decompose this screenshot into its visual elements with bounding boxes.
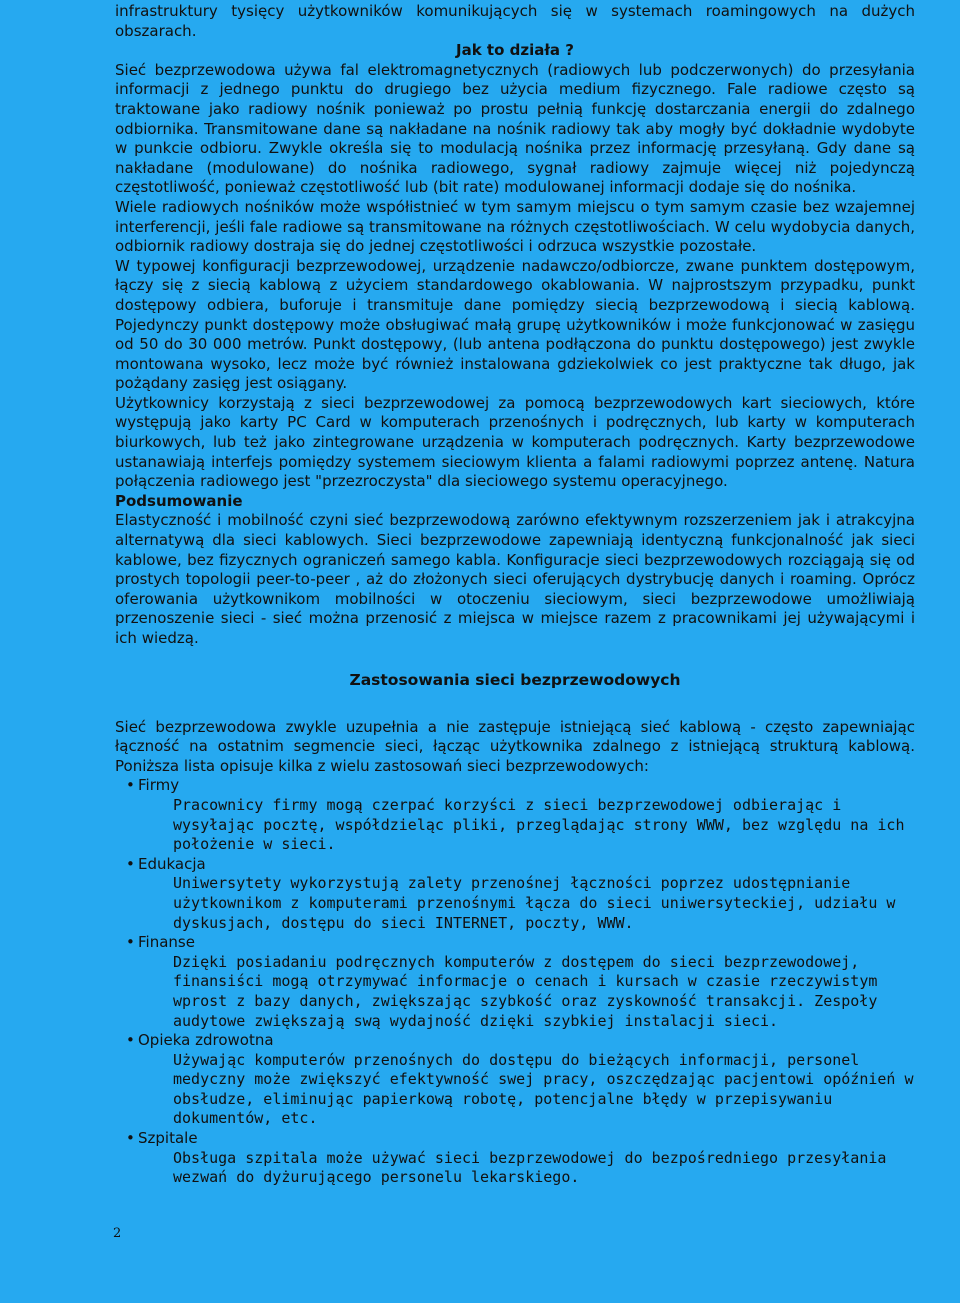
paragraph-access-point: W typowej konfiguracji bezprzewodowej, urządzenie nadawczo/odbiorcze, zwane punktem dostępowym, łączy się z siecią kablową z użyciem standardowego okablowania. W najprostszym przypadku, punkt dostępowy odbiera, buforuje i transmituje dane pomiędzy siecią bezprzewodową i siecią kablową. Pojedynczy punkt dostępowy może obsługiwać małą grupę użytkowników i może funkcjonować w zasięgu od 50 do 30 000 metrów. Punkt dostępowy, (lub antena podłączona do punktu dostępowego) jest zwykle montowana wysoko, lecz może być również instalowana gdziekolwiek co jest praktyczne tak długo, jak pożądany zasięg jest osiągany. [115, 256, 915, 393]
list-item-body: Dzięki posiadaniu podręcznych komputerów z dostępem do sieci bezprzewodowej, finansiści mogą otrzymywać informacje o cenach i kursach w czasie rzeczywistym wprost z bazy danych, zwiększając szybkość oraz zyskowność transakcji. Zespoły audytowe zwiększają swą wydajność dzięki szybkiej instalacji sieci. [173, 952, 878, 1030]
page-number: 2 [113, 1226, 122, 1241]
list-item [115, 776, 915, 854]
list-item-heading: Opieka zdrowotna [138, 1031, 274, 1050]
paragraph-applications-intro: Sieć bezprzewodowa zwykle uzupełnia a nie zastępuje istniejącą sieć kablową - często zapewniając łączność na ostatnim segmencie sieci, łącząc użytkownika zdalnego z istniejącą strukturą kablową. Poniższa lista opisuje kilka z wielu zastosowań sieci bezprzewodowych: [115, 717, 915, 775]
list-item-body: Używając komputerów przenośnych do dostępu do bieżących informacji, personel medyczny może zwiększyć efektywność swej pracy, oszczędzając pacjentowi opóźnień w obsłudze, eliminując papierkową robotę, potencjalne błędy w przepisywaniu dokumentów, etc. [173, 1050, 914, 1128]
bullet-icon: • [126, 1129, 135, 1148]
paragraph-intro-continuation: infrastruktury tysięcy użytkowników komunikujących się w systemach roamingowych na dużych obszarach. [115, 2, 915, 40]
list-item [115, 1129, 915, 1188]
applications-list [115, 776, 915, 1187]
bullet-icon: • [126, 933, 135, 952]
heading-summary: Podsumowanie [115, 491, 243, 510]
heading-applications: Zastosowania sieci bezprzewodowych [349, 670, 681, 689]
bullet-icon: • [126, 776, 135, 795]
paragraph-multiple-carriers: Wiele radiowych nośników może współistnieć w tym samym miejscu o tym samym czasie bez wzajemnej interferencji, jeśli fale radiowe są transmitowane na różnych częstotliwościach. W celu wydobycia danych, odbiornik radiowy dostraja się do jednej częstotliwości i odrzuca wszystkie pozostałe. [115, 197, 915, 256]
bullet-icon: • [126, 1031, 135, 1050]
paragraph-summary: Elastyczność i mobilność czyni sieć bezprzewodową zarówno efektywnym rozszerzeniem jak i atrakcyjna alternatywą dla sieci kablowych. Sieci bezprzewodowe zapewniają identyczną funkcjonalność jak sieci kablowe, bez fizycznych ograniczeń samego kabla. Konfiguracje sieci bezprzewodowych rozciągają się od prostych topologii peer-to-peer , aż do złożonych sieci oferujących dystrybucję danych i roaming. Oprócz oferowania użytkownikom mobilności w otoczeniu sieciowym, sieci bezprzewodowe umożliwiają przenoszenie sieci - sieć można przenosić z miejsca w miejsce razem z pracownikami jej używającymi i ich wiedzą. [115, 511, 915, 647]
list-item-heading: Szpitale [138, 1129, 198, 1148]
heading-how-it-works: Jak to działa ? [456, 41, 574, 60]
list-item [115, 933, 915, 1031]
list-item-heading: Firmy [138, 776, 180, 795]
list-item-body: Uniwersytety wykorzystują zalety przenośnej łączności poprzez udostępnianie użytkownikom z komputerami przenośnymi łącza do sieci uniwersyteckiej, udziału w dyskusjach, dostępu do sieci INTERNET, poczty, WWW. [173, 874, 896, 932]
list-item-body: Pracownicy firmy mogą czerpać korzyści z sieci bezprzewodowej odbierając i wysyłając pocztę, współdzieląc pliki, przeglądając strony WWW, bez względu na ich położenie w sieci. [173, 795, 905, 854]
list-item-body: Obsługa szpitala może używać sieci bezprzewodowej do bezpośredniego przesyłania wezwań do dyżurującego personelu lekarskiego. [173, 1148, 887, 1187]
paragraph-wireless-cards: Użytkownicy korzystają z sieci bezprzewodowej za pomocą bezprzewodowych kart sieciowych, które występują jako karty PC Card w komputerach przenośnych i podręcznych, lub karty w komputerach biurkowych, lub też jako zintegrowane urządzenia w komputerach podręcznych. Karty bezprzewodowe ustanawiają interfejs pomiędzy systemem sieciowym klienta a falami radiowymi poprzez antenę. Natura połączenia radiowego jest "przezroczysta" dla sieciowego systemu operacyjnego. [115, 393, 915, 491]
text-column [115, 2, 915, 1188]
list-item-heading: Finanse [138, 933, 195, 952]
bullet-icon: • [126, 854, 135, 873]
paragraph-radio-waves: Sieć bezprzewodowa używa fal elektromagnetycznych (radiowych lub podczerwonych) do przesyłania informacji z jednego punktu do drugiego bez użycia medium fizycznego. Fale radiowe często są traktowane jako radiowy nośnik ponieważ po prostu pełnią funkcję dostarczania energii do zdalnego odbiornika. Transmitowane dane są nakładane na nośnik radiowy tak aby mogły być dokładnie wydobyte w punkcie odbioru. Zwykle określa się to modulacją nośnika przez informację przesyłaną. Gdy dane są nakładane (modulowane) do nośnika radiowego, sygnał radiowy zajmuje więcej niż pojedynczą częstotliwość, ponieważ częstotliwość lub (bit rate) modulowanej informacji dodaje się do nośnika. [115, 60, 915, 197]
list-item [115, 855, 915, 933]
list-item-heading: Edukacja [138, 854, 206, 873]
list-item [115, 1031, 915, 1129]
